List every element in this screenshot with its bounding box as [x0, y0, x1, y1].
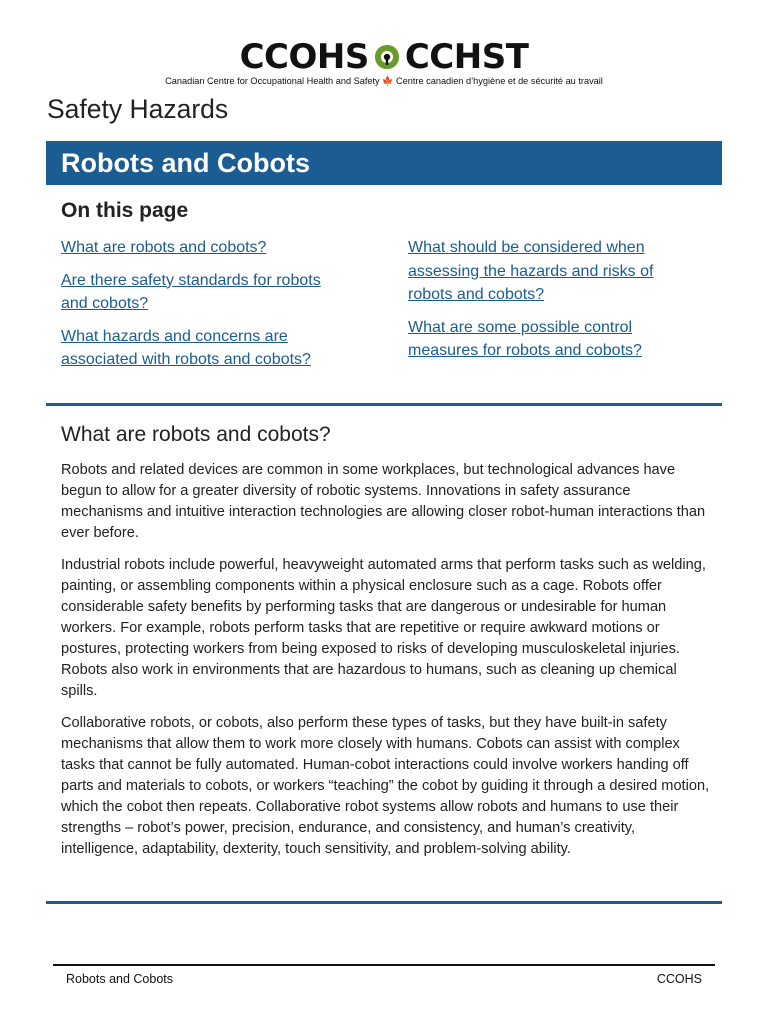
logo-left-text: CCOHS	[239, 37, 369, 77]
article-paragraph: Collaborative robots, or cobots, also perform these types of tasks, but they have built-in safety mechanisms that allow them to work more closely with humans. Cobots can assist with complex tasks that cannot be fully automated. Human-cobot interactions could involve workers handing off parts and materials to cobots, or workers “teaching” the cobot by guiding it through a desired motion, which the cobot then repeats. Collaborative robot systems allow robots and humans to use their strengths – robot’s power, precision, endurance, and consistency, and human’s creativity, intelligence, adaptability, dexterity, touch sensitivity, and problem-solving ability.	[61, 715, 710, 857]
footer-rule	[53, 964, 715, 966]
footer-title: Robots and Cobots	[66, 972, 174, 986]
logo-wordmark	[0, 37, 768, 77]
article-body	[61, 460, 711, 871]
toc-link-standards[interactable]: Are there safety standards for robots and cobots?	[61, 271, 321, 312]
logo-subtitle-en: Canadian Centre for Occupational Health and Safety	[165, 76, 380, 86]
article-heading: What are robots and cobots?	[61, 423, 331, 446]
section-divider-bottom	[46, 901, 722, 904]
page-title-banner	[46, 141, 722, 185]
article-paragraph: Robots and related devices are common in some workplaces, but technological advances have begun to allow for a greater diversity of robotic systems. Innovations in safety assurance mechanisms and intuitive interaction technologies are allowing closer robot-human interactions than ever before.	[61, 462, 706, 541]
toc-right-column	[408, 236, 708, 372]
toc-link-control-measures[interactable]: What are some possible control measures for robots and cobots?	[408, 318, 642, 359]
section-title: Safety Hazards	[47, 94, 229, 124]
toc-heading: On this page	[61, 199, 189, 222]
logo-subtitle-fr: Centre canadien d’hygiène et de sécurité au travail	[396, 76, 603, 86]
ccohs-emblem-icon	[372, 42, 402, 72]
maple-leaf-icon: 🍁	[382, 76, 394, 86]
ccohs-logo	[0, 37, 768, 87]
logo-right-text: CCHST	[404, 37, 529, 77]
toc-link-assessing[interactable]: What should be considered when assessing the hazards and risks of robots and cobots?	[408, 239, 654, 303]
section-divider-top	[46, 403, 722, 406]
toc-link-hazards[interactable]: What hazards and concerns are associated with robots and cobots?	[61, 327, 311, 368]
logo-subtitle	[0, 76, 768, 87]
article-paragraph: Industrial robots include powerful, heavyweight automated arms that perform tasks such as welding, painting, or assembling components within a physical enclosure such as a cage. Robots offer considerable safety benefits by performing tasks that are dangerous or undesirable for human workers. For example, robots perform tasks that are repetitive or require awkward motions or postures, protecting workers from being exposed to risks of developing musculoskeletal injuries. Robots also work in environments that are hazardous to humans, such as cleaning up chemical spills.	[61, 557, 706, 699]
footer-org: CCOHS	[656, 972, 702, 986]
toc-left-column	[61, 236, 361, 381]
toc-link-what-are[interactable]: What are robots and cobots?	[61, 239, 267, 256]
page-title: Robots and Cobots	[61, 148, 310, 178]
